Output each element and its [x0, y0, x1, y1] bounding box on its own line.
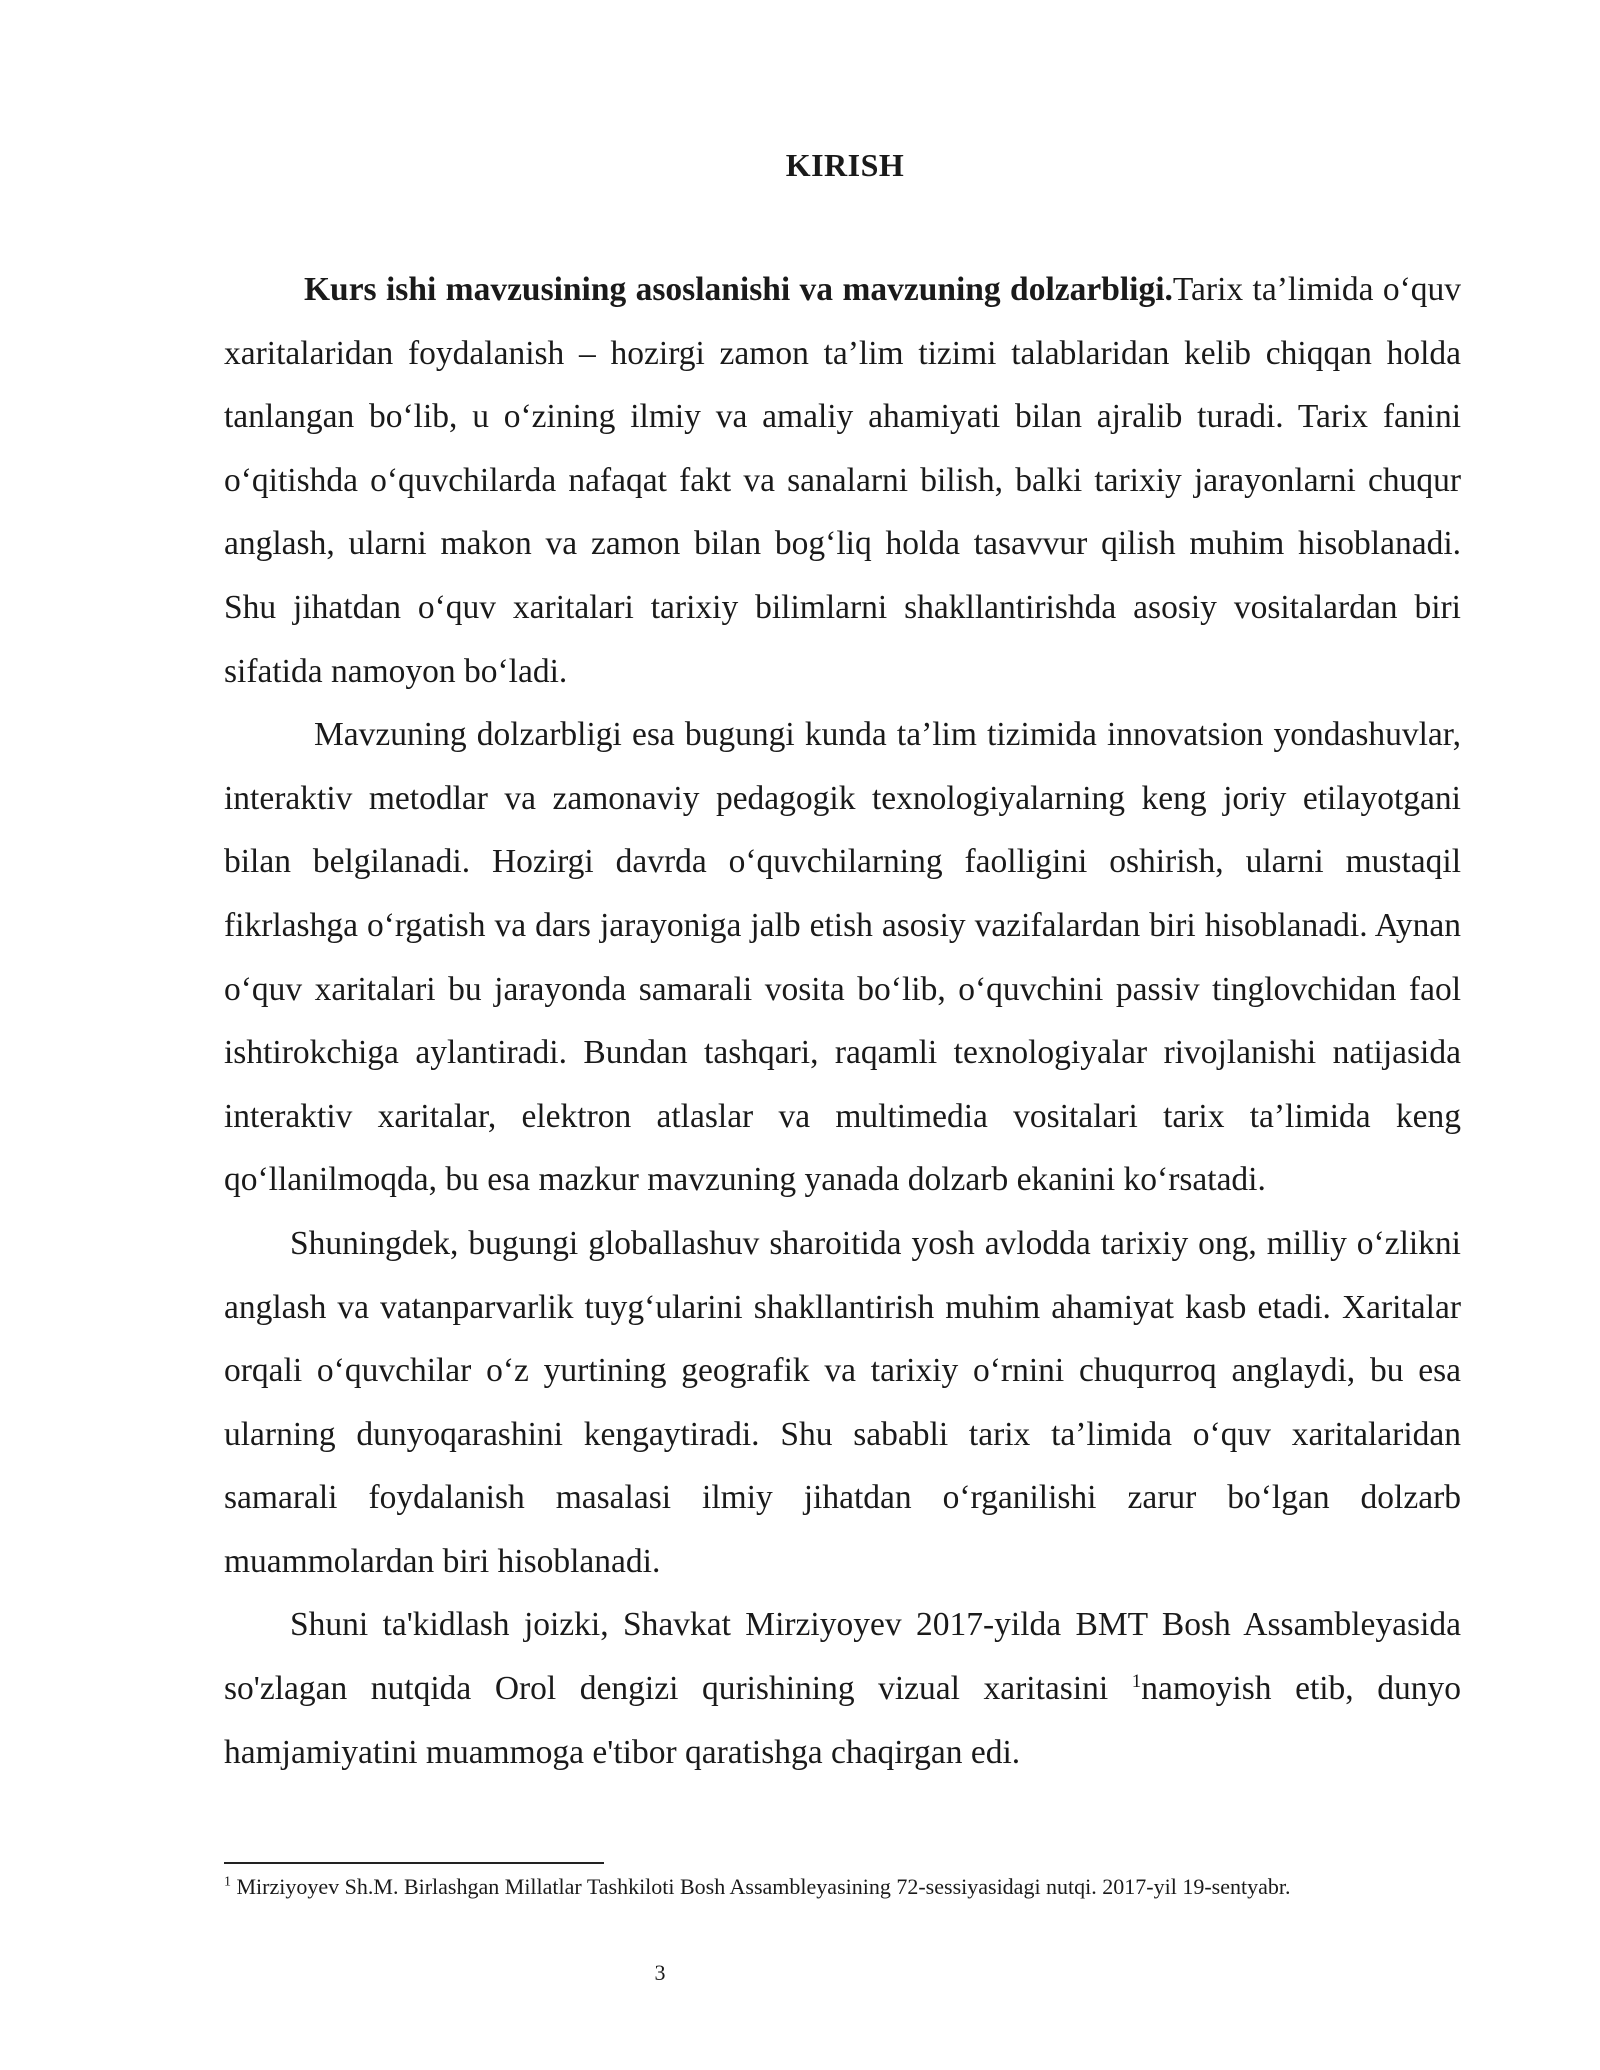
paragraph-1-text: Tarix ta’limida o‘quv xaritalaridan foydalanish – hozirgi zamon ta’lim tizimi talablaridan kelib chiqqan holda tanlangan bo‘lib, u o‘zining ilmiy va amaliy ahamiyati bilan ajralib turadi. Tarix fanini o‘qitishda o‘quvchilarda nafaqat fakt va sanalarni bilish, balki tarixiy jarayonlarni chuqur anglash, ularni makon va zamon bilan bog‘liq holda tasavvur qilish muhim hisoblanadi. Shu jihatdan o‘quv xaritalari tarixiy bilimlarni shakllantirishda asosiy vositalardan biri sifatida namoyon bo‘ladi.	[224, 271, 1461, 690]
page-number: 3	[654, 1960, 666, 1985]
paragraph-4	[224, 1593, 1461, 1784]
body-text	[224, 258, 1461, 1784]
paragraph-1	[224, 258, 1461, 703]
footnote-mark: 1	[224, 1874, 231, 1890]
footnote	[224, 1872, 1461, 1902]
page-title: KIRISH	[785, 147, 905, 183]
footnote-reference[interactable]: 1	[1131, 1670, 1142, 1692]
footnote-separator	[224, 1862, 604, 1864]
paragraph-3: Shuningdek, bugungi globallashuv sharoitida yosh avlodda tarixiy ong, milliy o‘zlikni anglash va vatanparvarlik tuyg‘ularini shakllantirish muhim ahamiyat kasb etadi. Xaritalar orqali o‘quvchilar o‘z yurtining geografik va tarixiy o‘rnini chuqurroq anglaydi, bu esa ularning dunyoqarashini kengaytiradi. Shu sababli tarix ta’limida o‘quv xaritalaridan samarali foydalanish masalasi ilmiy jihatdan o‘rganilishi zarur bo‘lgan dolzarb muammolardan biri hisoblanadi.	[224, 1224, 1461, 1580]
paragraph-4-text-after: namoyish etib, dunyo hamjamiyatini muammoga e'tibor qaratishga chaqirgan edi.	[224, 1670, 1461, 1771]
footnote-text: Mirziyoyev Sh.M. Birlashgan Millatlar Tashkiloti Bosh Assambleyasining 72-sessiyasidagi nutqi. 2017-yil 19-sentyabr.	[236, 1874, 1291, 1899]
paragraph-1-lead: Kurs ishi mavzusining asoslanishi va mavzuning dolzarbligi.	[304, 271, 1173, 308]
paragraph-2: Mavzuning dolzarbligi esa bugungi kunda ta’lim tizimida innovatsion yondashuvlar, interaktiv metodlar va zamonaviy pedagogik texnologiyalarning keng joriy etilayotgani bilan belgilanadi. Hozirgi davrda o‘quvchilarning faolligini oshirish, ularni mustaqil fikrlashga o‘rgatish va dars jarayoniga jalb etish asosiy vazifalardan biri hisoblanadi. Aynan o‘quv xaritalari bu jarayonda samarali vosita bo‘lib, o‘quvchini passiv tinglovchidan faol ishtirokchiga aylantiradi. Bundan tashqari, raqamli texnologiyalar rivojlanishi natijasida interaktiv xaritalar, elektron atlaslar va multimedia vositalari tarix ta’limida keng qo‘llanilmoqda, bu esa mazkur mavzuning yanada dolzarb ekanini ko‘rsatadi.	[224, 716, 1461, 1199]
paragraph-4-text-before: Shuni ta'kidlash joizki, Shavkat Mirziyoyev 2017-yilda BMT Bosh Assambleyasida so'zlagan nutqida Orol dengizi qurishining vizual xaritasini	[224, 1606, 1461, 1708]
